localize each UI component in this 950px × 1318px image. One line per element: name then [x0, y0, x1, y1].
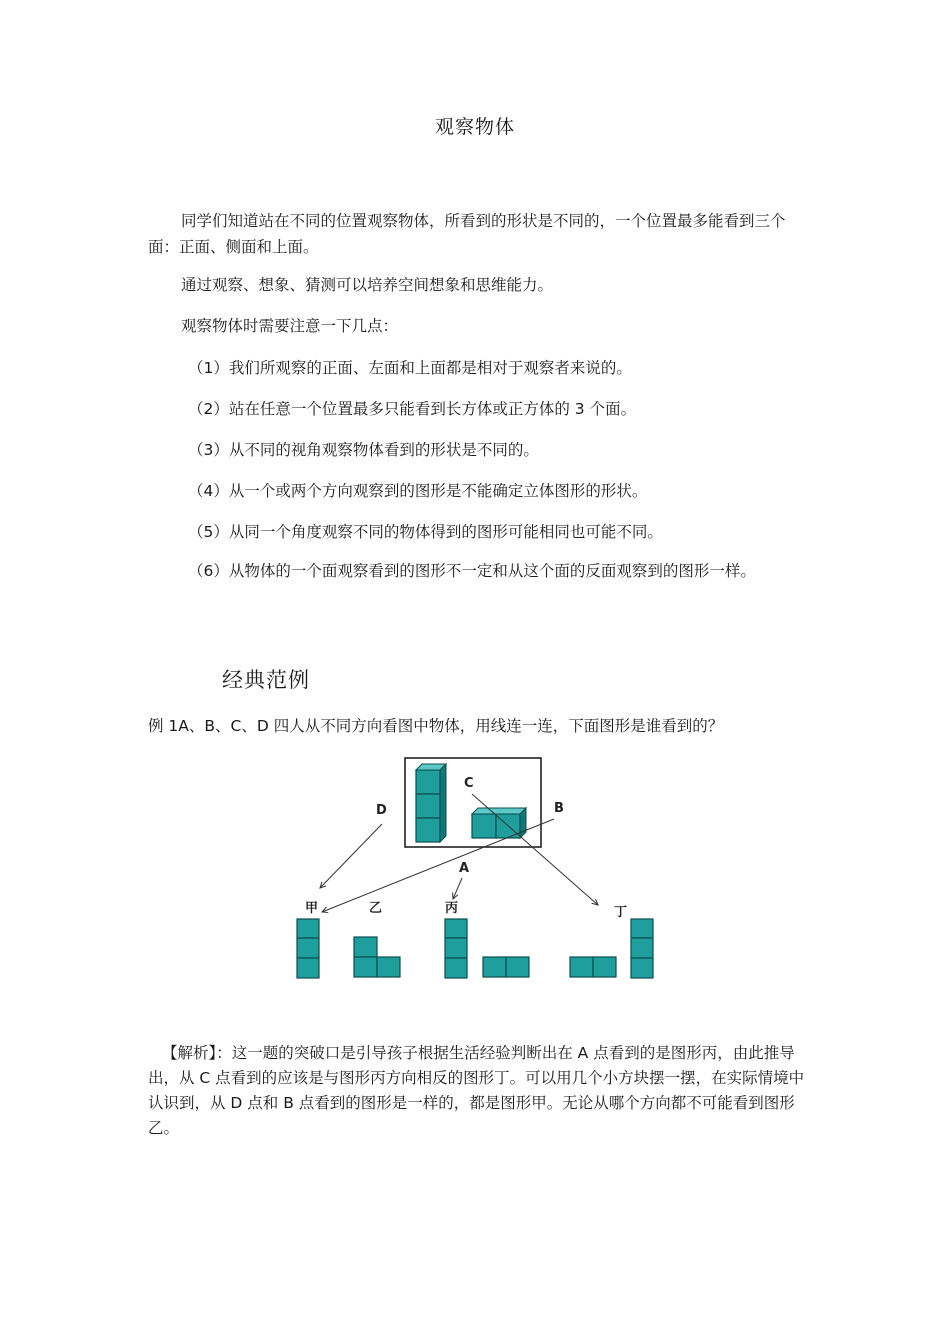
cube-square — [445, 958, 467, 978]
cube-square — [416, 770, 440, 794]
analysis-paragraph — [148, 1041, 813, 1141]
cube-top-face — [472, 808, 526, 814]
point-1: （1）我们所观察的正面、左面和上面都是相对于观察者来说的。 — [188, 359, 632, 377]
shape-label-yi: 乙 — [369, 901, 383, 916]
page-title: 观察物体 — [434, 116, 515, 138]
cube-square — [631, 938, 653, 958]
cube-square — [570, 957, 593, 977]
point-5: （5）从同一个角度观察不同的物体得到的图形可能相同也可能不同。 — [188, 523, 663, 541]
shape-label-bing: 丙 — [445, 901, 459, 916]
cube-square — [445, 919, 467, 938]
cube-square — [483, 957, 506, 977]
intro-paragraph-2: 通过观察、想象、猜测可以培养空间想象和思维能力。 — [181, 276, 554, 294]
observer-label-c: C — [464, 776, 474, 791]
cube-square — [377, 957, 400, 977]
section-title: 经典范例 — [222, 668, 310, 692]
observer-label-d: D — [376, 803, 387, 818]
intro-paragraph-3: 观察物体时需要注意一下几点： — [181, 317, 399, 335]
cube-square — [416, 794, 440, 818]
cube-square — [297, 919, 319, 938]
cube-square — [354, 937, 377, 957]
shape-yi — [354, 937, 400, 977]
intro-paragraph-1: 同学们知道站在不同的位置观察物体，所看到的形状是不同的，一个位置最多能看到三个面：正面、侧面和上面。 — [148, 212, 786, 256]
point-3: （3）从不同的视角观察物体看到的形状是不同的。 — [188, 441, 539, 459]
cube-side-face — [520, 808, 526, 838]
shape-ding — [570, 919, 653, 978]
shape-label-jia: 甲 — [305, 901, 319, 916]
object-tall-stack — [416, 764, 446, 842]
shape-jia — [297, 919, 319, 978]
point-2: （2）站在任意一个位置最多只能看到长方体或正方体的 3 个面。 — [188, 400, 637, 418]
analysis-text: 【解析】：这一题的突破口是引导孩子根据生活经验判断出在 A 点看到的是图形丙，由此推导出，从 C 点看到的应该是与图形丙方向相反的图形丁。可以用几个小方块摆一摆，在实际情境中认识到，从 D 点和 B 点看到的图形是一样的，都是图形甲。无论从哪个方向都不可能看到图形乙。 — [148, 1044, 805, 1137]
cube-square — [631, 919, 653, 938]
point-6: （6）从物体的一个面观察看到的图形不一定和从这个面的反面观察到的图形一样。 — [188, 562, 756, 580]
observer-label-b: B — [554, 801, 564, 816]
arrow-a-to-bing — [453, 878, 462, 899]
cube-square — [297, 938, 319, 958]
cube-square — [472, 814, 496, 838]
cube-square — [297, 958, 319, 978]
cube-square — [506, 957, 529, 977]
cube-side-face — [440, 764, 446, 842]
arrow-d-to-jia — [320, 824, 382, 888]
point-4: （4）从一个或两个方向观察到的图形是不能确定立体图形的形状。 — [188, 482, 648, 500]
cube-square — [354, 957, 377, 977]
example-question: 例 1A、B、C、D 四人从不同方向看图中物体，用线连一连，下面图形是谁看到的？ — [148, 717, 724, 735]
cube-square — [416, 818, 440, 842]
arrow-c-to-ding — [472, 794, 598, 905]
shape-label-ding: 丁 — [614, 905, 628, 920]
cube-square — [631, 958, 653, 978]
observation-figure — [292, 752, 662, 987]
observer-label-a: A — [459, 861, 470, 876]
cube-square — [593, 957, 616, 977]
shape-bing — [445, 919, 529, 978]
cube-square — [445, 938, 467, 958]
